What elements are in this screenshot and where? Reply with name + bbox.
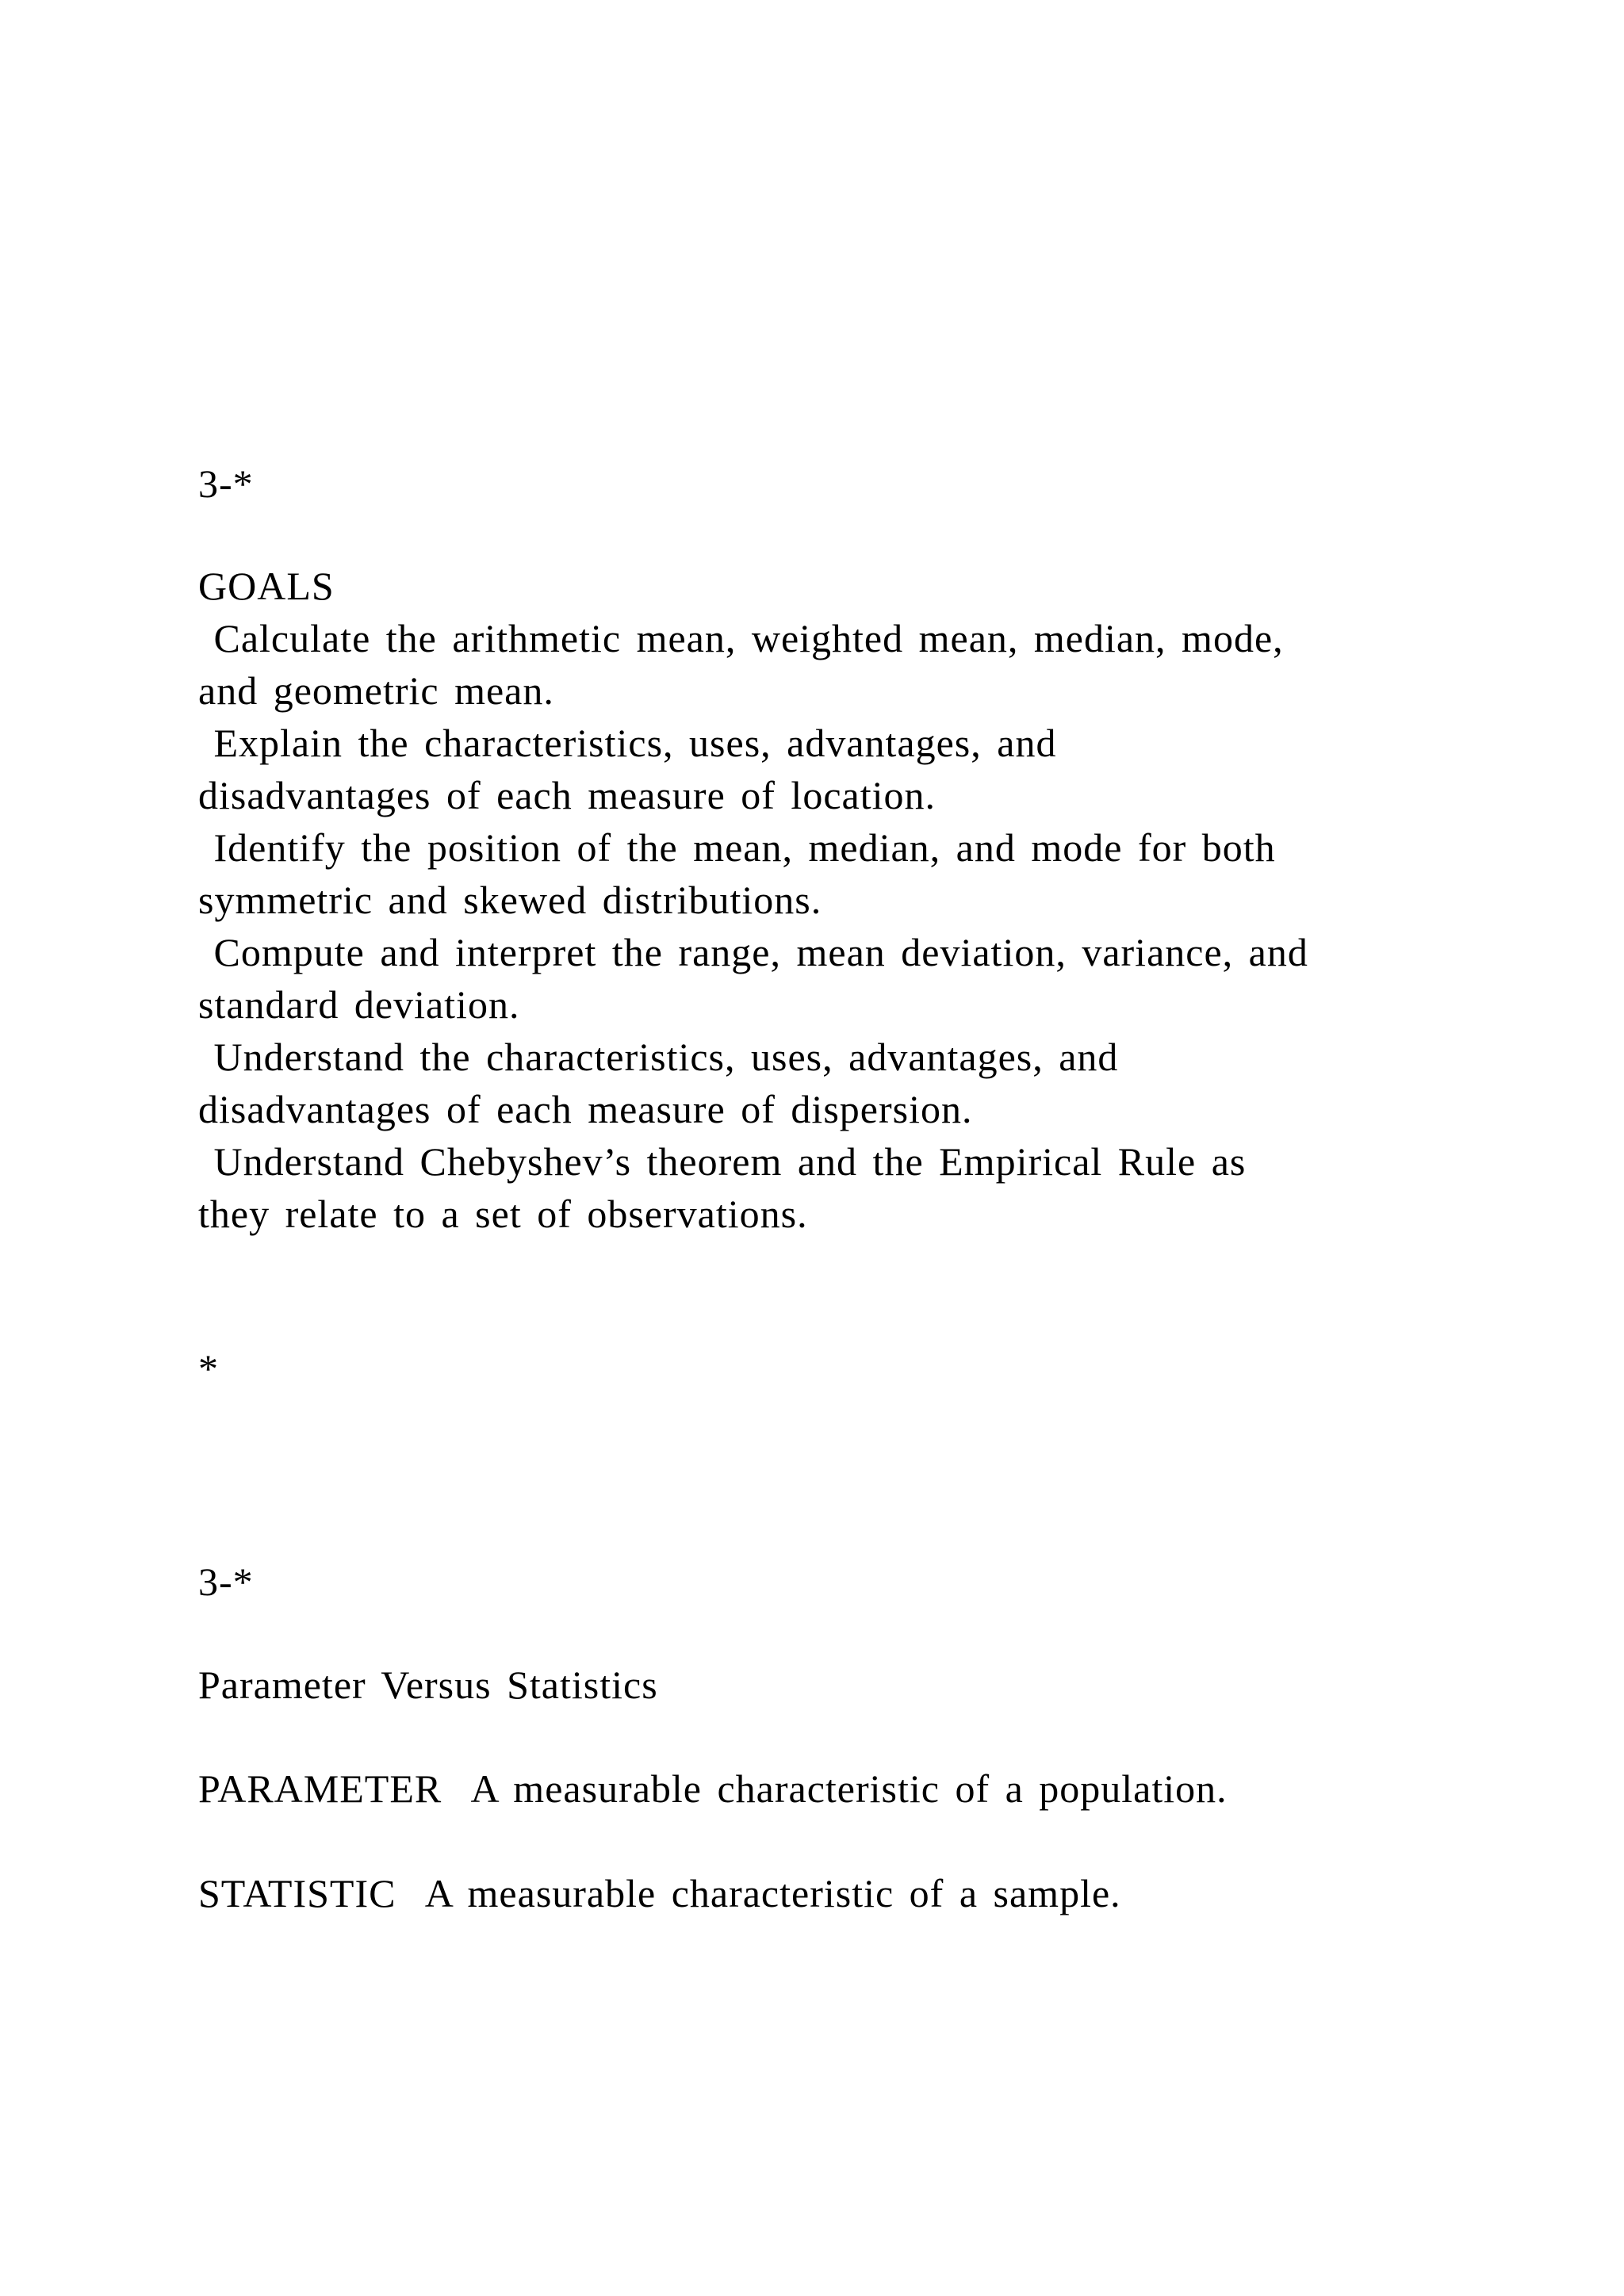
statistic-definition: STATISTIC A measurable characteristic of a sample.: [198, 1871, 1121, 1915]
goal-line: Compute and interpret the range, mean deviation, variance, and: [198, 930, 1308, 974]
goal-line: and geometric mean.: [198, 668, 554, 713]
goal-line: Understand Chebyshev’s theorem and the Empirical Rule as: [198, 1139, 1247, 1184]
goal-line: they relate to a set of observations.: [198, 1192, 808, 1236]
goals-heading: GOALS: [198, 564, 335, 608]
goal-line: symmetric and skewed distributions.: [198, 878, 822, 922]
goal-line: disadvantages of each measure of location.: [198, 773, 936, 817]
parameter-definition: PARAMETER A measurable characteristic of a population.: [198, 1766, 1228, 1811]
goal-line: Understand the characteristics, uses, advantages, and: [198, 1035, 1119, 1079]
goal-line: Calculate the arithmetic mean, weighted mean, median, mode,: [198, 616, 1284, 660]
goal-line: Identify the position of the mean, median, and mode for both: [198, 825, 1276, 870]
slide-heading: Parameter Versus Statistics: [198, 1663, 658, 1707]
footer-mark: *: [198, 1346, 219, 1391]
slide-number: 3-*: [198, 1559, 254, 1604]
goal-line: standard deviation.: [198, 982, 520, 1027]
goal-line: Explain the characteristics, uses, advantages, and: [198, 721, 1057, 765]
slide-number: 3-*: [198, 461, 254, 506]
goal-line: disadvantages of each measure of dispersion.: [198, 1087, 973, 1131]
